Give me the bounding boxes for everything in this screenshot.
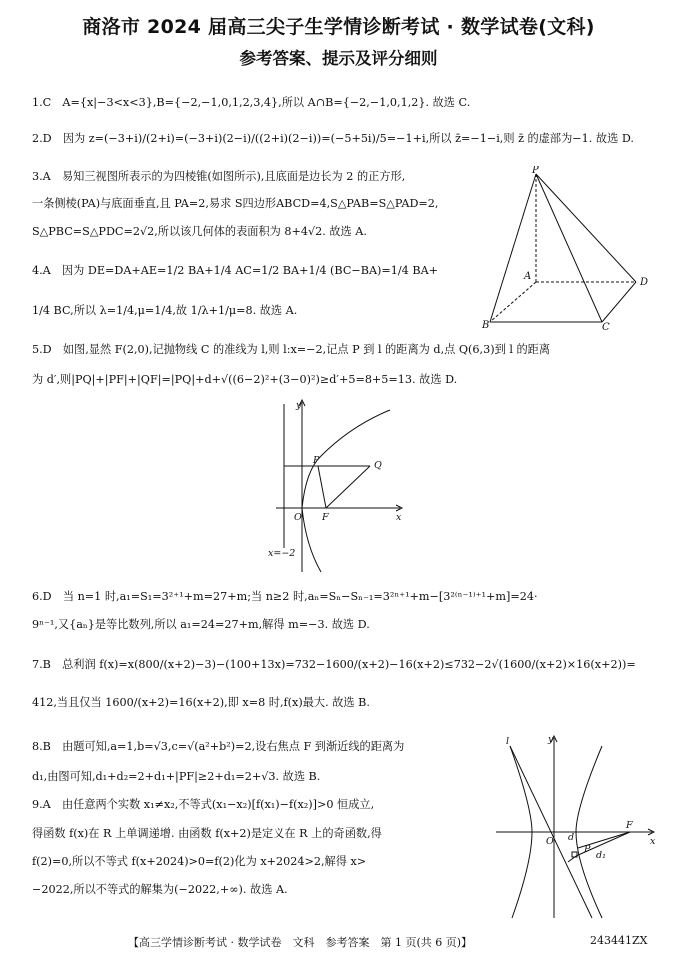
pyramid-label-d: D: [640, 277, 649, 288]
parabola-origin: O: [294, 512, 302, 523]
parabola-label-q: Q: [374, 460, 382, 471]
answer-4-line-2: 1/4 BC,所以 λ=1/4,μ=1/4,故 1/λ+1/μ=8. 故选 A.: [32, 304, 298, 317]
answer-3-line-3: S△PBC=S△PDC=2√2,所以该几何体的表面积为 8+4√2. 故选 A.: [32, 225, 367, 238]
answer-7-line-2: 412,当且仅当 1600/(x+2)=16(x+2),即 x=8 时,f(x)最大. 故选 B.: [32, 696, 370, 709]
parabola-figure: [266, 396, 406, 576]
pyramid-label-a: A: [524, 271, 532, 282]
parabola-label-p: P: [313, 455, 320, 466]
hyperbola-label-d1: d₁: [596, 850, 606, 861]
hyperbola-axis-x: x: [650, 836, 656, 847]
answer-3-line-1: 3.A 易知三视图所表示的为四棱锥(如图所示),且底面是边长为 2 的正方形,: [32, 170, 406, 183]
hyperbola-label-f: F: [626, 820, 633, 831]
answer-9-line-3: f(2)=0,所以不等式 f(x+2024)>0=f(2)化为 x+2024>2,解得 x>: [32, 855, 367, 868]
answer-9-line-2: 得函数 f(x)在 R 上单调递增. 由函数 f(x+2)是定义在 R 上的奇函数,得: [32, 827, 382, 840]
answer-3-line-2: 一条侧棱(PA)与底面垂直,且 PA=2,易求 S四边形ABCD=4,S△PAB=S△PAD=2,: [32, 197, 439, 210]
pyramid-label-p: P: [532, 166, 539, 176]
parabola-axis-y: y: [296, 400, 302, 411]
answer-5-line-2: 为 d′,则|PQ|+|PF|+|QF|=|PQ|+d+√((6−2)²+(3−0)²)≥d′+5=8+5=13. 故选 D.: [32, 373, 458, 386]
pyramid-label-b: B: [482, 320, 490, 331]
footer-text: 【高三学情诊断考试 · 数学试卷 文科 参考答案 第 1 页(共 6 页)】: [128, 936, 473, 949]
parabola-axis-x: x: [396, 512, 402, 523]
parabola-directrix-label: x=−2: [268, 548, 296, 559]
pyramid-label-c: C: [602, 322, 610, 332]
hyperbola-origin: O: [546, 836, 554, 847]
answer-9-line-1: 9.A 由任意两个实数 x₁≠x₂,不等式(x₁−x₂)[f(x₁)−f(x₂)]>0 恒成立,: [32, 798, 375, 811]
answer-5-line-1: 5.D 如图,显然 F(2,0),记抛物线 C 的准线为 l,则 l:x=−2,记点 P 到 l 的距离为 d,点 Q(6,3)到 l 的距离: [32, 343, 551, 356]
hyperbola-label-d: d: [568, 832, 575, 843]
answer-7-line-1: 7.B 总利润 f(x)=x(800/(x+2)−3)−(100+13x)=732−1600/(x+2)−16(x+2)≤732−2√(1600/(x+2)×16(x+2))=: [32, 658, 636, 671]
answer-6-line-2: 9ⁿ⁻¹,又{aₙ}是等比数列,所以 a₁=24=27+m,解得 m=−3. 故选 D.: [32, 618, 370, 631]
page-title: 商洛市 2024 届高三尖子生学情诊断考试 · 数学试卷(文科): [82, 16, 595, 38]
answer-9-line-4: −2022,所以不等式的解集为(−2022,+∞). 故选 A.: [32, 883, 288, 896]
hyperbola-label-p: P: [584, 844, 591, 855]
answer-6-line-1: 6.D 当 n=1 时,a₁=S₁=3²⁺¹+m=27+m;当 n≥2 时,aₙ=Sₙ−Sₙ₋₁=3²ⁿ⁺¹+m−[3²⁽ⁿ⁻¹⁾⁺¹+m]=24·: [32, 590, 538, 603]
answer-1-line: 1.C A={x|−3<x<3},B={−2,−1,0,1,2,3,4},所以 A∩B={−2,−1,0,1,2}. 故选 C.: [32, 96, 471, 109]
pyramid-figure: [478, 166, 658, 332]
page-subtitle: 参考答案、提示及评分细则: [239, 49, 438, 68]
footer-code: 243441ZX: [590, 934, 648, 947]
answer-2-line: 2.D 因为 z=(−3+i)/(2+i)=(−3+i)(2−i)/((2+i)(2−i))=(−5+5i)/5=−1+i,所以 z̄=−1−i,则 z̄ 的虚部为−1. 故选 D.: [32, 132, 634, 145]
answer-8-line-1: 8.B 由题可知,a=1,b=√3,c=√(a²+b²)=2,设右焦点 F 到渐近线的距离为: [32, 740, 405, 753]
answer-4-line-1: 4.A 因为 DE=DA+AE=1/2 BA+1/4 AC=1/2 BA+1/4 (BC−BA)=1/4 BA+: [32, 264, 439, 277]
hyperbola-figure: [492, 732, 662, 922]
parabola-label-f: F: [322, 512, 329, 523]
hyperbola-asymptote-label: l: [506, 736, 510, 747]
answer-8-line-2: d₁,由图可知,d₁+d₂=2+d₁+|PF|≥2+d₁=2+√3. 故选 B.: [32, 770, 321, 783]
hyperbola-axis-y: y: [548, 734, 554, 745]
